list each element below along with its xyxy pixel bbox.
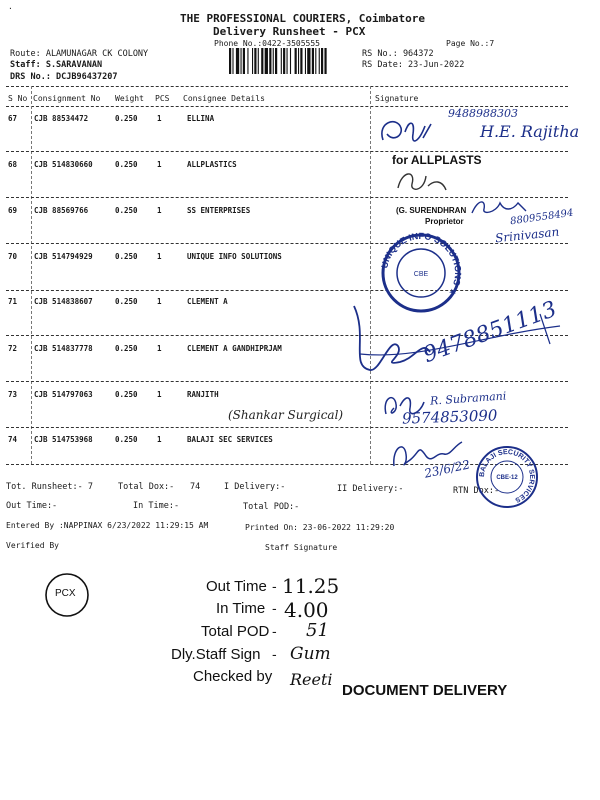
printed-on: Printed On: 23-06-2022 11:29:20 [245, 523, 395, 532]
in-time-label: In Time:- [133, 501, 180, 511]
row-consignment: CJB 88534472 [34, 114, 89, 123]
row-pcs: 1 [157, 344, 162, 353]
barcode-bar [254, 48, 256, 74]
barcode-bar [298, 48, 299, 74]
row-sno: 73 [8, 390, 18, 399]
drs-number: DRS No.: DCJB96437207 [10, 72, 118, 82]
barcode-bar [283, 48, 285, 74]
divider [6, 427, 568, 428]
page-number: Page No.:7 [446, 39, 495, 48]
stamp-dash: - [272, 623, 277, 639]
staff-signature-label: Staff Signature [265, 543, 338, 552]
barcode-bar [295, 48, 297, 74]
company-name: THE PROFESSIONAL COURIERS, Coimbatore [180, 12, 426, 25]
row-sno: 74 [8, 435, 18, 444]
handwritten-name: H.E. Rajitha [480, 122, 580, 141]
total-dox-label: Total Dox:- [118, 482, 175, 492]
handwritten-total-pod: 51 [306, 620, 329, 641]
barcode-bar [324, 48, 326, 74]
speck: · [8, 4, 13, 13]
proprietor-stamp-name: (G. SURENDHRAN [396, 206, 467, 215]
barcode-bar [241, 48, 242, 74]
row-weight: 0.250 [115, 114, 138, 123]
row-pcs: 1 [157, 160, 162, 169]
col-header-consignee: Consignee Details [183, 94, 265, 103]
divider [6, 86, 568, 87]
row-consignee: BALAJI SEC SERVICES [187, 435, 273, 444]
row-consignee: ELLINA [187, 114, 215, 123]
col-header-weight: Weight [115, 94, 144, 103]
row-consignee: CLEMENT A [187, 297, 228, 306]
seal-code [0, 0, 1, 1]
row-consignment: CJB 514794929 [34, 252, 93, 261]
barcode-bar [315, 48, 316, 74]
handwritten-phone: 9478851113 [419, 296, 561, 369]
total-pod-label: Total POD:- [243, 502, 300, 512]
stamp-total-pod: Total POD [201, 623, 270, 640]
barcode-bar [312, 48, 314, 74]
handwritten-out-time: 11.25 [282, 574, 340, 598]
col-header-consignment: Consignment No [33, 94, 101, 103]
row-sno: 72 [8, 344, 18, 353]
proprietor-stamp-title: Proprietor [425, 217, 464, 226]
col-header-signature: Signature [375, 94, 419, 103]
row-consignee: ALLPLASTICS [187, 160, 237, 169]
row-consignee: UNIQUE INFO SOLUTIONS [187, 252, 282, 261]
divider [6, 151, 568, 152]
barcode-bar [287, 48, 288, 74]
handwritten-staff-sign: Gum [290, 644, 331, 664]
row-weight: 0.250 [115, 206, 138, 215]
handwritten-phone: 9574853090 [401, 406, 498, 428]
row-pcs: 1 [157, 390, 162, 399]
rtn-dox: RTN Dox:- [453, 486, 500, 496]
row-consignee: RANJITH [187, 390, 219, 399]
row-weight: 0.250 [115, 435, 138, 444]
row-sno: 67 [8, 114, 18, 123]
divider [6, 290, 568, 291]
route: Route: ALAMUNAGAR CK COLONY [10, 49, 149, 59]
stamp-dash: - [272, 578, 277, 594]
signature-scribble [392, 166, 452, 196]
stamp-out-time: Out Time [206, 578, 267, 595]
stamp-in-time: In Time [216, 600, 266, 617]
svg-text:CBE: CBE [413, 271, 429, 278]
row-consignment: CJB 514838607 [34, 297, 93, 306]
staff: Staff: S.SARAVANAN [10, 60, 103, 70]
stamp-dash: - [272, 600, 277, 616]
svg-text:UNIQUE INFO SOLUTIONS ★: UNIQUE INFO SOLUTIONS ★ [379, 230, 464, 299]
rs-number: RS No.: 964372 [362, 49, 434, 59]
rs-date: RS Date: 23-Jun-2022 [362, 60, 465, 70]
barcode-bar [321, 48, 323, 74]
company-stamp: for ALLPLASTS [392, 153, 482, 167]
barcode-bar [307, 48, 310, 74]
ii-delivery: II Delivery:- [337, 484, 404, 494]
row-weight: 0.250 [115, 297, 138, 306]
barcode-bar [300, 48, 302, 74]
row-sno: 68 [8, 160, 18, 169]
barcode-bar [281, 48, 282, 74]
barcode-bar [305, 48, 306, 74]
barcode-bar [319, 48, 320, 74]
row-pcs: 1 [157, 252, 162, 261]
col-header-sno: S No [8, 94, 28, 103]
barcode-bar [247, 48, 248, 74]
barcode-bar [258, 48, 259, 74]
row-pcs: 1 [157, 206, 162, 215]
pcx-stamp-text: PCX [55, 588, 76, 599]
row-consignment: CJB 514837778 [34, 344, 93, 353]
row-consignee: SS ENTERPRISES [187, 206, 251, 215]
barcode-bar [273, 48, 274, 74]
stamp-staff-sign: Dly.Staff Sign [171, 646, 261, 663]
row-sno: 69 [8, 206, 18, 215]
barcode-bar [236, 48, 239, 74]
row-consignment: CJB 514830660 [34, 160, 93, 169]
column-rule [31, 86, 32, 464]
row-consignee: CLEMENT A GANDHIPRJAM [187, 344, 282, 353]
row-weight: 0.250 [115, 344, 138, 353]
barcode-bar [243, 48, 245, 74]
stamp-checked-by: Checked by [193, 668, 273, 685]
entered-by: Entered By :NAPPINAX 6/23/2022 11:29:15 AM [6, 521, 209, 530]
barcode-bar [290, 48, 291, 74]
barcode-bar [261, 48, 263, 74]
row-consignment: CJB 514797063 [34, 390, 93, 399]
barcode-bar [232, 48, 233, 74]
stamp-dash: - [272, 646, 277, 662]
row-pcs: 1 [157, 297, 162, 306]
row-sno: 71 [8, 297, 18, 306]
handwritten-in-time: 4.00 [284, 598, 329, 622]
divider [6, 381, 568, 382]
out-time-label: Out Time:- [6, 501, 58, 511]
signature-scribble [375, 112, 435, 148]
handwritten-name: R. Subramani [429, 389, 507, 408]
barcode-bar [252, 48, 253, 74]
row-pcs: 1 [157, 435, 162, 444]
col-header-pcs: PCS [155, 94, 170, 103]
row-consignment: CJB 88569766 [34, 206, 89, 215]
svg-text:BALAJI SECURITY SERVICES: BALAJI SECURITY SERVICES [478, 448, 536, 504]
runsheet-title: Delivery Runsheet - PCX [213, 25, 366, 38]
phone-number: Phone No.:0422-3505555 [214, 39, 320, 48]
svg-text:CBE-12: CBE-12 [496, 475, 518, 481]
divider [6, 243, 568, 244]
barcode-bar [229, 48, 231, 74]
handwritten-note: (Shankar Surgical) [228, 408, 344, 422]
row-weight: 0.250 [115, 390, 138, 399]
row-weight: 0.250 [115, 252, 138, 261]
row-consignment: CJB 514753968 [34, 435, 93, 444]
handwritten-checked-by: Reeti [290, 670, 333, 689]
barcode-bar [275, 48, 277, 74]
barcode-bar [269, 48, 271, 74]
row-sno: 70 [8, 252, 18, 261]
barcode [229, 48, 355, 74]
handwritten-phone: 8809558494 [509, 207, 575, 228]
handwritten-date: 23/6/22 [423, 457, 472, 481]
barcode-bar [265, 48, 268, 74]
row-pcs: 1 [157, 114, 162, 123]
verified-by: Verified By [6, 541, 59, 550]
handwritten-phone: 9488988303 [448, 107, 518, 120]
total-dox-value: 74 [190, 482, 201, 492]
handwritten-name: Srinivasan [494, 224, 560, 246]
row-weight: 0.250 [115, 160, 138, 169]
security-seal [474, 444, 540, 510]
document-delivery-stamp: DOCUMENT DELIVERY [342, 682, 508, 699]
column-rule [370, 86, 371, 464]
i-delivery: I Delivery:- [224, 482, 286, 492]
tot-runsheet: Tot. Runsheet:- 7 [6, 482, 93, 492]
